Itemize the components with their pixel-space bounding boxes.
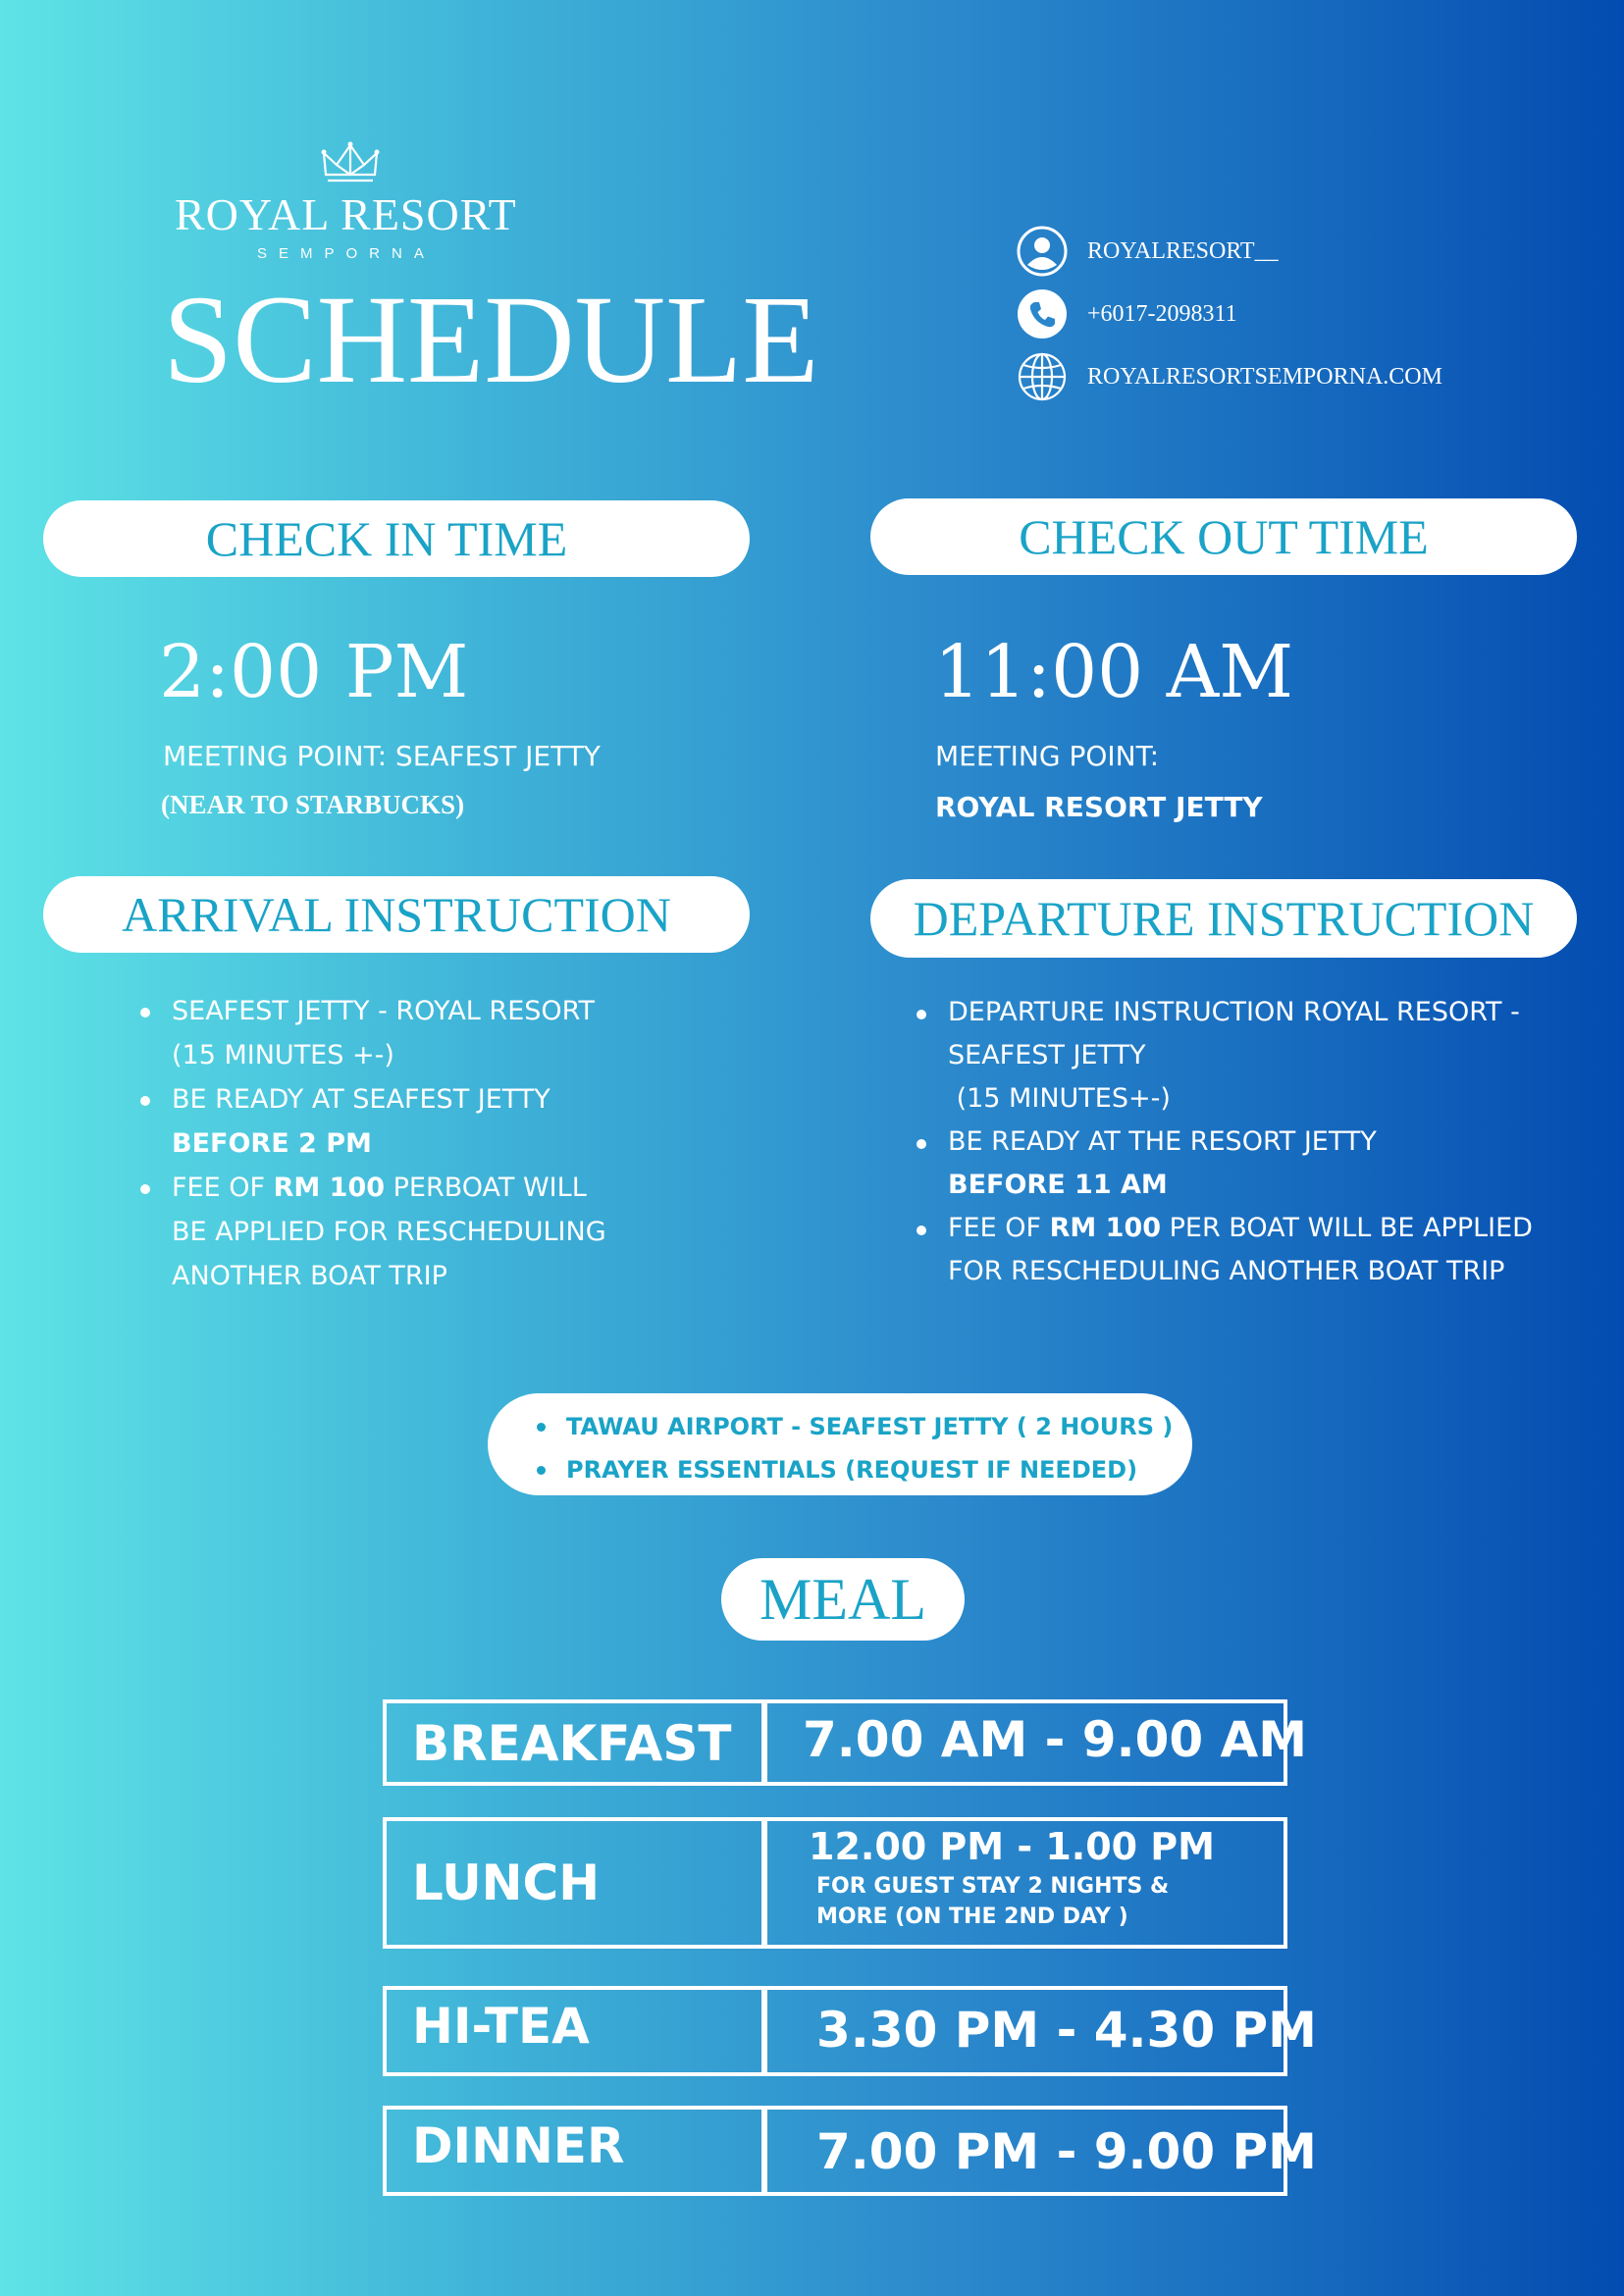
meal-name: LUNCH (412, 1854, 601, 1911)
page-title: SCHEDULE (163, 270, 819, 409)
meal-time-cell (763, 1699, 1308, 1786)
meal-time: 7.00 AM - 9.00 AM (803, 1711, 1308, 1768)
meal-note: FOR GUEST STAY 2 NIGHTS & (816, 1874, 1170, 1899)
arrival-item-line: (15 MINUTES +-) (172, 1040, 394, 1070)
text-segment: FEE OF (172, 1173, 274, 1203)
departure-item-line: BEFORE 11 AM (948, 1170, 1168, 1200)
contact-text: ROYALRESORTSEMPORNA.COM (1087, 363, 1442, 390)
check-in-meeting-note: (NEAR TO STARBUCKS) (161, 790, 465, 819)
fee-amount: RM 100 (1049, 1213, 1162, 1243)
meal-row-breakfast (383, 1699, 1308, 1786)
meal-name: BREAKFAST (412, 1715, 732, 1772)
list-item (172, 1166, 606, 1298)
user-icon (1017, 226, 1068, 277)
meal-name-cell (383, 1699, 765, 1786)
list-item (948, 1121, 1533, 1207)
contact-phone[interactable] (1017, 288, 1237, 339)
contact-instagram[interactable] (1017, 226, 1279, 277)
contact-text: ROYALRESORT__ (1087, 237, 1279, 264)
meal-row-dinner (383, 2106, 1317, 2196)
check-in-heading (43, 500, 750, 577)
meal-note: MORE (ON THE 2ND DAY ) (816, 1905, 1128, 1929)
check-in-meeting-point: MEETING POINT: SEAFEST JETTY (163, 740, 601, 772)
departure-item-line: DEPARTURE INSTRUCTION ROYAL RESORT - (948, 997, 1520, 1027)
list-item (948, 1207, 1533, 1293)
arrival-item-line: SEAFEST JETTY - ROYAL RESORT (172, 996, 595, 1026)
brand-subtitle: SEMPORNA (257, 245, 436, 262)
meal-heading (721, 1558, 965, 1641)
contact-website[interactable] (1017, 351, 1442, 402)
text-segment: FEE OF (948, 1213, 1050, 1243)
fee-amount: RM 100 (273, 1173, 386, 1203)
list-item: PRAYER ESSENTIALS (REQUEST IF NEEDED) (566, 1448, 1173, 1491)
arrival-item-line (172, 1166, 606, 1210)
list-item (172, 1077, 606, 1166)
departure-item-line: (15 MINUTES+-) (948, 1083, 1171, 1114)
arrival-item-line: BEFORE 2 PM (172, 1128, 372, 1159)
meal-time: 3.30 PM - 4.30 PM (816, 2002, 1317, 2059)
meal-name: HI-TEA (412, 1998, 590, 2055)
meal-time-cell (763, 1817, 1287, 1949)
departure-heading-label: DEPARTURE INSTRUCTION (913, 891, 1535, 946)
notes-list (566, 1405, 1173, 1491)
brand-name: ROYAL RESORT (175, 189, 517, 239)
meal-name: DINNER (412, 2117, 625, 2174)
text-segment: PER BOAT WILL BE APPLIED (1161, 1213, 1533, 1243)
meal-time: 7.00 PM - 9.00 PM (816, 2123, 1317, 2180)
departure-list (948, 991, 1533, 1293)
phone-icon (1017, 288, 1068, 339)
meal-time-cell (763, 2106, 1317, 2196)
meal-name-cell (383, 1817, 765, 1949)
departure-item-line (948, 1207, 1533, 1250)
crown-icon (320, 139, 381, 184)
departure-heading (870, 879, 1577, 958)
meal-time: 12.00 PM - 1.00 PM (809, 1825, 1215, 1868)
check-out-heading (870, 498, 1577, 575)
check-out-meeting-note: ROYAL RESORT JETTY (935, 791, 1263, 823)
check-in-time: 2:00 PM (159, 630, 469, 714)
check-in-heading-label: CHECK IN TIME (205, 511, 568, 566)
arrival-heading (43, 876, 750, 953)
meal-time-cell (763, 1986, 1317, 2076)
meal-heading-label: MEAL (760, 1566, 926, 1632)
list-item (948, 991, 1533, 1121)
meal-row-hi-tea (383, 1986, 1317, 2076)
list-item (172, 989, 606, 1077)
check-out-meeting-point: MEETING POINT: (935, 740, 1160, 772)
arrival-item-line: BE READY AT SEAFEST JETTY (172, 1084, 550, 1115)
meal-name-cell (383, 1986, 765, 2076)
meal-row-lunch (383, 1817, 1287, 1949)
notes-box (488, 1393, 1192, 1495)
departure-item-line: BE READY AT THE RESORT JETTY (948, 1126, 1377, 1157)
check-out-time: 11:00 AM (934, 630, 1293, 714)
contact-text: +6017-2098311 (1087, 300, 1237, 327)
check-out-heading-label: CHECK OUT TIME (1019, 509, 1429, 564)
arrival-list (172, 989, 606, 1298)
list-item: TAWAU AIRPORT - SEAFEST JETTY ( 2 HOURS ) (566, 1405, 1173, 1448)
departure-item-line: SEAFEST JETTY (948, 1040, 1146, 1070)
arrival-heading-label: ARRIVAL INSTRUCTION (122, 887, 671, 942)
arrival-item-line: ANOTHER BOAT TRIP (172, 1261, 447, 1291)
departure-item-line: FOR RESCHEDULING ANOTHER BOAT TRIP (948, 1256, 1505, 1286)
arrival-item-line: BE APPLIED FOR RESCHEDULING (172, 1217, 606, 1247)
meal-name-cell (383, 2106, 765, 2196)
text-segment: PERBOAT WILL (385, 1173, 587, 1203)
globe-icon (1017, 351, 1068, 402)
